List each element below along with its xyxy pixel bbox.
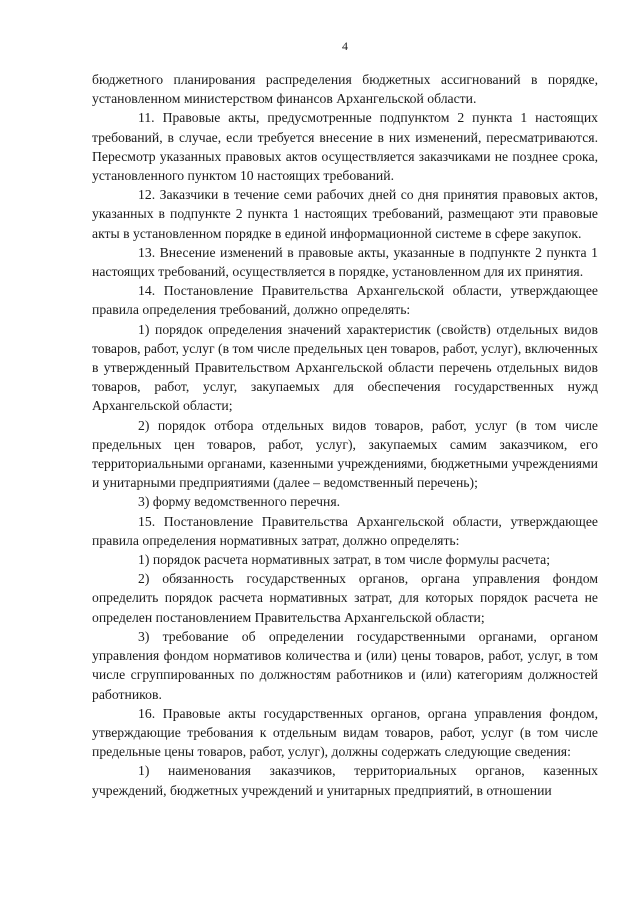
paragraph: бюджетного планирования распределения бюджетных ассигнований в порядке, установленном министерством финансов Архангельской области. [92, 72, 598, 107]
paragraph: 1) порядок расчета нормативных затрат, в том числе формулы расчета; [138, 552, 550, 568]
paragraph: 2) обязанность государственных органов, органа управления фондом определить порядок расчета нормативных затрат, для которых порядок расчета не определен постановлением Правительства Архангельской области; [92, 571, 598, 625]
paragraph: 3) форму ведомственного перечня. [138, 494, 341, 510]
paragraph: 16. Правовые акты государственных органов, органа управления фондом, утверждающие требования к отдельным видам товаров, работ, услуг (в том числе предельные цены товаров, работ, услуг), должны содержать следующие сведения: [92, 705, 598, 760]
paragraph: 2) порядок отбора отдельных видов товаров, работ, услуг (в том числе предельных цен товаров, работ, услуг), закупаемых самим заказчиком, его территориальными органами, казенными учреждениями, бюджетными учреждениями и унитарными предприятиями (далее – ведомственный перечень); [92, 417, 598, 491]
paragraph: 12. Заказчики в течение семи рабочих дней со дня принятия правовых актов, указанных в подпункте 2 пункта 1 настоящих требований, размещают эти правовые акты в установленном порядке в единой информационной системе в сфере закупок. [92, 187, 598, 241]
paragraph: 14. Постановление Правительства Архангельской области, утверждающее правила определения требований, должно определять: [92, 283, 598, 318]
paragraph: 3) требование об определении государственными органами, органом управления фондом нормативов количества и (или) цены товаров, работ, услуг, в том числе сгруппированных по должностям работников и (или) категориям должностей работников. [92, 628, 598, 702]
paragraph: 1) порядок определения значений характеристик (свойств) отдельных видов товаров, работ, услуг (в том числе предельных цен товаров, работ, услуг), включенных в утвержденный Правительством Архангельской области перечень отдельных видов товаров, работ, услуг, закупаемых для обеспечения государственных нужд Архангельской области; [92, 321, 598, 414]
paragraph: 11. Правовые акты, предусмотренные подпунктом 2 пункта 1 настоящих требований, в случае, если требуется внесение в них изменений, пересматриваются. Пересмотр указанных правовых актов осуществляется заказчиками не позднее срока, установленного пунктом 10 настоящих требований. [92, 110, 598, 184]
page-number: 4 [342, 39, 348, 53]
paragraph: 13. Внесение изменений в правовые акты, указанные в подпункте 2 пункта 1 настоящих требований, осуществляется в порядке, установленном для их принятия. [92, 244, 598, 280]
paragraph: 15. Постановление Правительства Архангельской области, утверждающее правила определения нормативных затрат, должно определять: [92, 513, 598, 548]
document-body [92, 70, 598, 800]
paragraph: 1) наименования заказчиков, территориальных органов, казенных учреждений, бюджетных учреждений и унитарных предприятий, в отношении [92, 763, 598, 798]
